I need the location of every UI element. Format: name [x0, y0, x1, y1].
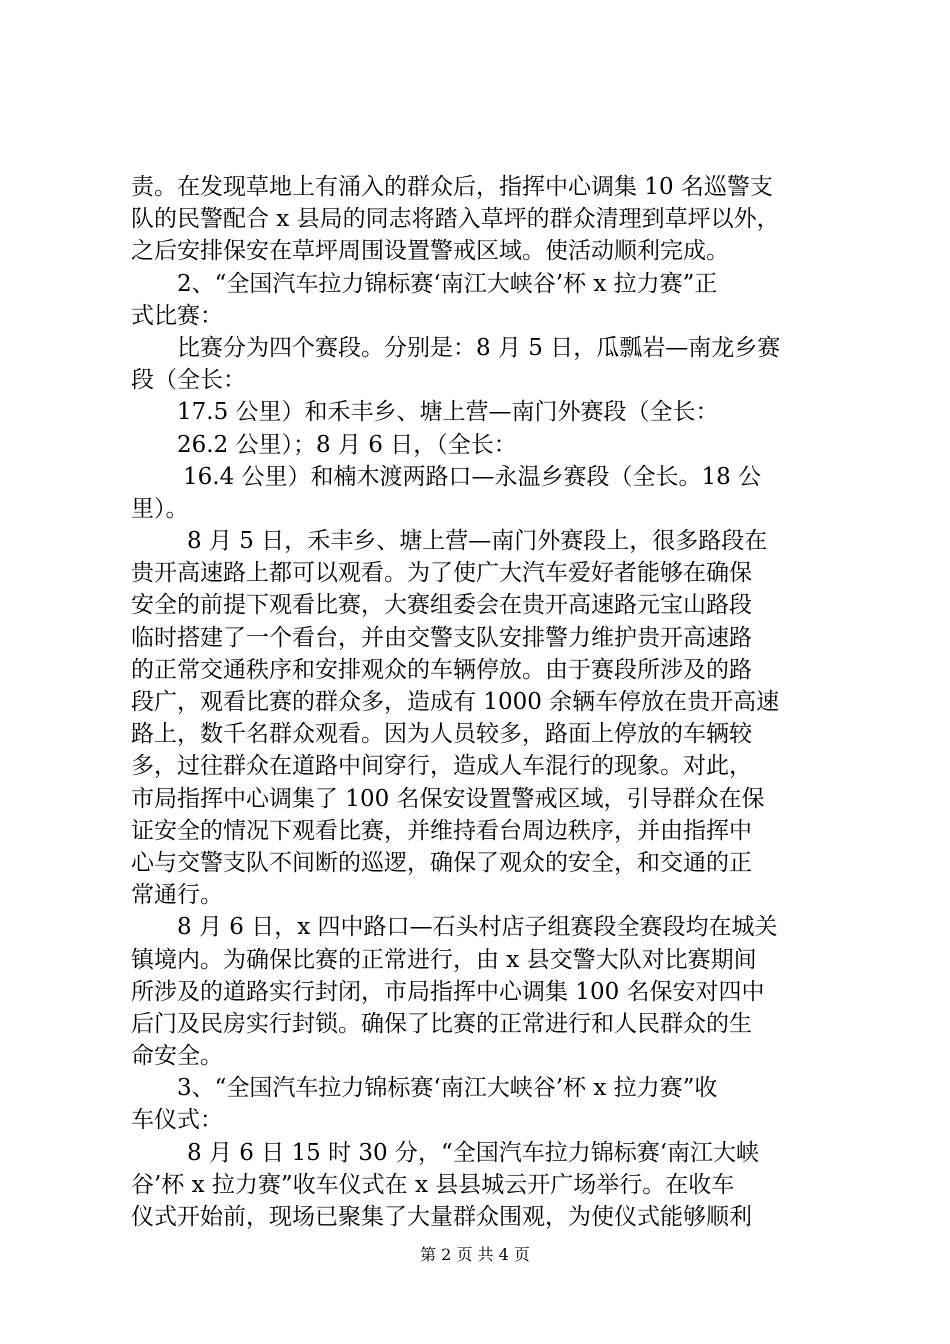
text-line: 比赛分为四个赛段。分别是：8 月 5 日，瓜瓢岩—南龙乡赛: [177, 334, 781, 361]
text-line: 镇境内。为确保比赛的正常进行，由 x 县交警大队对比赛期间: [131, 946, 757, 973]
text-line: 16.4 公里）和楠木渡两路口—永温乡赛段（全长。18 公: [183, 463, 762, 490]
text-line: 的正常交通秩序和安排观众的车辆停放。由于赛段所涉及的路: [131, 656, 752, 683]
text-line: 车仪式：: [131, 1107, 223, 1134]
page-footer: 第 2 页 共 4 页: [420, 1245, 530, 1264]
text-line: 命安全。: [131, 1043, 223, 1070]
text-line: 市局指挥中心调集了 100 名保安设置警戒区域，引导群众在保: [131, 785, 765, 812]
text-line: 心与交警支队不间断的巡逻，确保了观众的安全，和交通的正: [131, 849, 752, 876]
text-line: 3、“全国汽车拉力锦标赛‘南江大峡谷’杯 x 拉力赛”收: [177, 1075, 718, 1102]
text-line: 贵开高速路上都可以观看。为了使广大汽车爱好者能够在确保: [131, 560, 752, 587]
text-line: 多，过往群众在道路中间穿行，造成人车混行的现象。对此，: [131, 753, 752, 780]
text-line: 里）。: [131, 495, 189, 522]
text-line: 临时搭建了一个看台，并由交警支队安排警力维护贵开高速路: [131, 624, 752, 651]
text-line: 17.5 公里）和禾丰乡、塘上营—南门外赛段（全长：: [177, 399, 719, 426]
text-line: 路上，数千名群众观看。因为人员较多，路面上停放的车辆较: [131, 721, 752, 748]
text-line: 26.2 公里）；8 月 6 日，（全长：: [177, 431, 517, 458]
text-line: 之后安排保安在草坪周围设置警戒区域。使活动顺利完成。: [131, 238, 729, 265]
text-line: 段（全长：: [131, 367, 246, 394]
text-line: 段广，观看比赛的群众多，造成有 1000 余辆车停放在贵开高速: [131, 689, 780, 715]
text-line: 8 月 5 日，禾丰乡、塘上营—南门外赛段上，很多路段在: [187, 528, 768, 555]
text-line: 证安全的情况下观看比赛，并维持看台周边秩序，并由指挥中: [131, 817, 752, 844]
text-line: 8 月 6 日 15 时 30 分，“全国汽车拉力锦标赛‘南江大峡: [187, 1139, 760, 1166]
text-line: 后门及民房实行封锁。确保了比赛的正常进行和人民群众的生: [131, 1010, 752, 1037]
text-line: 仪式开始前，现场已聚集了大量群众围观，为使仪式能够顺利: [131, 1204, 752, 1230]
text-line: 式比赛：: [131, 302, 223, 329]
text-line: 2、“全国汽车拉力锦标赛‘南江大峡谷’杯 x 拉力赛”正: [177, 270, 718, 297]
text-line: 安全的前提下观看比赛，大赛组委会在贵开高速路元宝山路段: [131, 592, 752, 619]
text-line: 责。在发现草地上有涌入的群众后，指挥中心调集 10 名巡警支: [131, 174, 773, 200]
text-line: 谷’杯 x 拉力赛”收车仪式在 x 县县城云开广场举行。在收车: [131, 1171, 735, 1198]
text-line: 8 月 6 日，x 四中路口—石头村店子组赛段全赛段均在城关: [177, 914, 778, 941]
text-line: 常通行。: [131, 882, 223, 909]
text-line: 队的民警配合 x 县局的同志将踏入草坪的群众清理到草坪以外，: [131, 206, 780, 233]
body-text: [131, 171, 839, 1233]
text-line: 所涉及的道路实行封闭，市局指挥中心调集 100 名保安对四中: [131, 978, 765, 1005]
